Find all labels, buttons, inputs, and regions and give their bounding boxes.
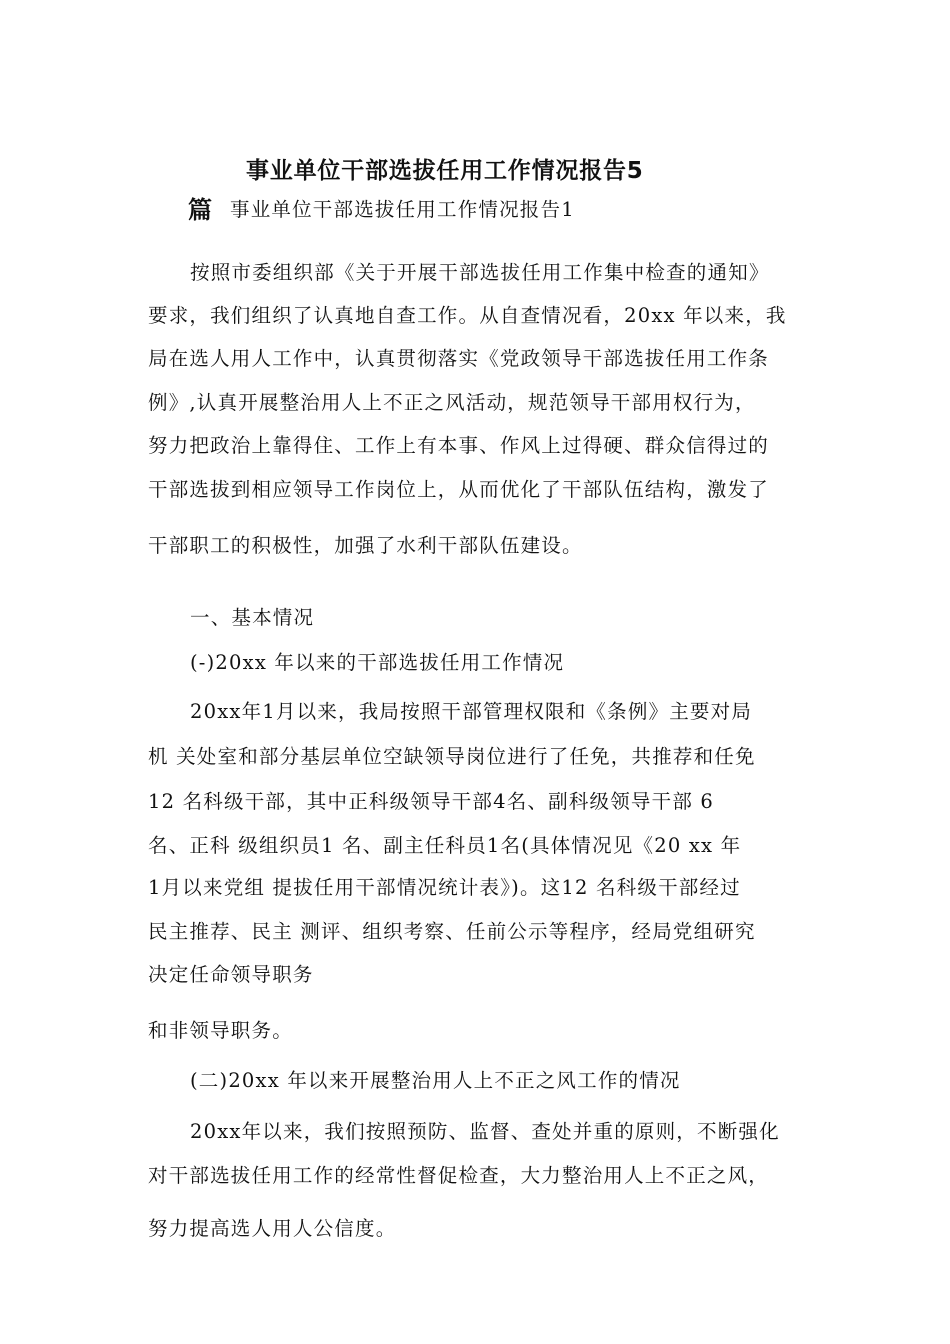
body-line: 要求，我们组织了认真地自查工作。从自查情况看，20xx 年以来，我 (148, 304, 787, 327)
body-line: 名、正科 级组织员1 名、副主任科员1名(具体情况见《20 xx 年 (148, 834, 742, 857)
body-line: 机 关处室和部分基层单位空缺领导岗位进行了任免，共推荐和任免 (148, 745, 756, 768)
body-line: 努力提高选人用人公信度。 (148, 1217, 397, 1240)
document-title: 事业单位干部选拔任用工作情况报告5 (246, 158, 644, 184)
subtitle-char: 篇 (188, 196, 212, 224)
body-line: 20xx年1月以来，我局按照干部管理权限和《条例》主要对局 (190, 700, 753, 723)
body-line: 决定任命领导职务 (148, 963, 314, 986)
body-line: 20xx年以来，我们按照预防、监督、查处并重的原则，不断强化 (190, 1120, 780, 1143)
body-line: 和非领导职务。 (148, 1019, 293, 1042)
body-line: 民主推荐、民主 测评、组织考察、任前公示等程序，经局党组研究 (148, 920, 756, 943)
body-line: 对干部选拔任用工作的经常性督促检查，大力整治用人上不正之风， (148, 1164, 770, 1187)
subsection-heading: (-)20xx 年以来的干部选拔任用工作情况 (190, 651, 565, 674)
section-heading: 一、基本情况 (190, 606, 315, 629)
subtitle-text: 事业单位干部选拔任用工作情况报告1 (230, 198, 575, 221)
body-line: 努力把政治上靠得住、工作上有本事、作风上过得硬、群众信得过的 (148, 434, 770, 457)
body-line: 干部选拔到相应领导工作岗位上，从而优化了干部队伍结构，激发了 (148, 478, 770, 501)
body-line: 12 名科级干部，其中正科级领导干部4名、副科级领导干部 6 (148, 790, 715, 813)
body-line: 例》,认真开展整治用人上不正之风活动，规范领导干部用权行为， (148, 391, 756, 414)
body-line: 1月以来党组 提拔任用干部情况统计表》)。这12 名科级干部经过 (148, 876, 741, 899)
body-line: 按照市委组织部《关于开展干部选拔任用工作集中检查的通知》 (190, 261, 770, 284)
body-line: 干部职工的积极性，加强了水利干部队伍建设。 (148, 534, 583, 557)
body-line: 局在选人用人工作中，认真贯彻落实《党政领导干部选拔任用工作条 (148, 347, 770, 370)
subsection-heading: (二)20xx 年以来开展整治用人上不正之风工作的情况 (190, 1069, 681, 1092)
